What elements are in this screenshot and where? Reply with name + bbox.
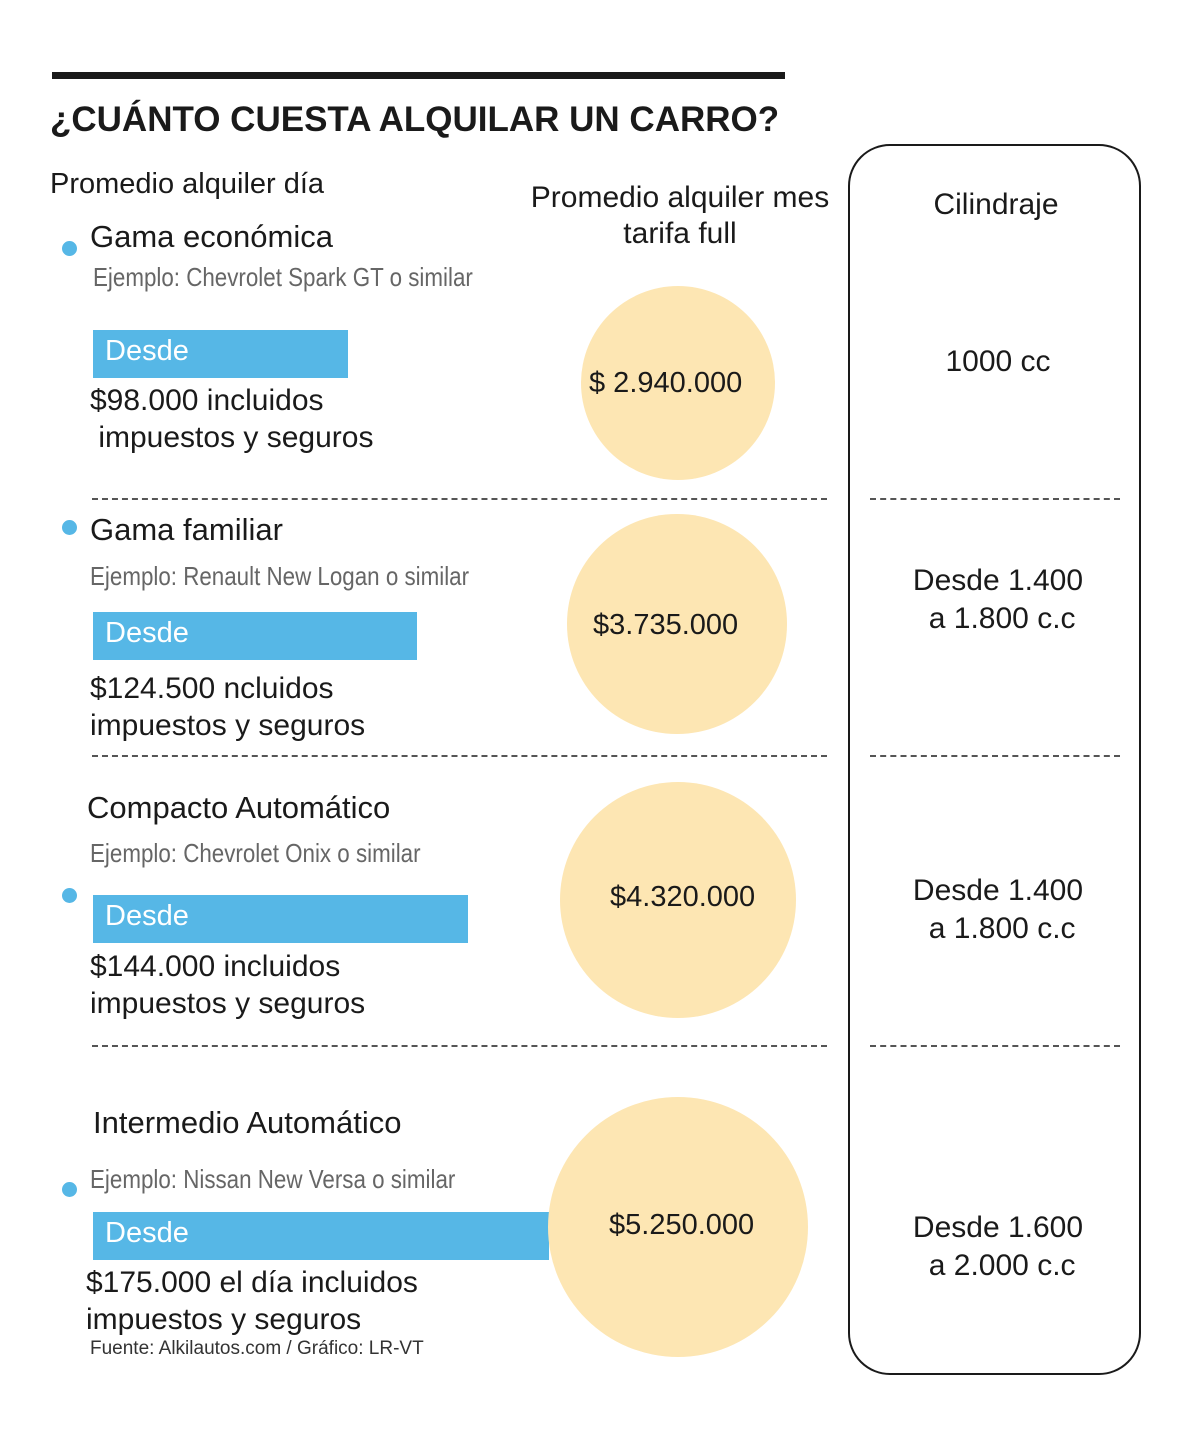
row-divider bbox=[870, 755, 1120, 757]
monthly-value: $4.320.000 bbox=[610, 881, 756, 913]
cylinder-value: Desde 1.400 a 1.800 c.c bbox=[912, 564, 1084, 635]
daily-bar bbox=[93, 1212, 549, 1260]
monthly-value: $3.735.000 bbox=[593, 609, 739, 641]
page-title: ¿CUÁNTO CUESTA ALQUILAR UN CARRO? bbox=[50, 100, 780, 139]
category-name: Compacto Automático bbox=[87, 790, 391, 825]
cylinder-value: 1000 cc bbox=[945, 345, 1051, 378]
monthly-header: Promedio alquiler mes tarifa full bbox=[530, 181, 830, 250]
row-divider bbox=[870, 1045, 1120, 1047]
daily-bar bbox=[93, 612, 417, 660]
daily-price: $175.000 el día incluidos impuestos y seguros bbox=[86, 1266, 418, 1336]
bar-label: Desde bbox=[105, 335, 189, 367]
cylinder-header: Cilindraje bbox=[933, 188, 1059, 221]
daily-price: $144.000 incluidos impuestos y seguros bbox=[90, 950, 366, 1020]
category-example: Ejemplo: Renault New Logan o similar bbox=[90, 561, 470, 591]
category-example: Ejemplo: Chevrolet Spark GT o similar bbox=[93, 262, 473, 292]
monthly-value: $ 2.940.000 bbox=[589, 367, 743, 399]
bullet-dot bbox=[62, 520, 77, 535]
bar-label: Desde bbox=[105, 617, 189, 649]
daily-price: $98.000 incluidos impuestos y seguros bbox=[90, 384, 374, 454]
monthly-value: $5.250.000 bbox=[609, 1209, 755, 1241]
cylinder-panel bbox=[848, 144, 1141, 1375]
category-example: Ejemplo: Nissan New Versa o similar bbox=[90, 1164, 456, 1194]
daily-bar bbox=[93, 330, 348, 378]
top-rule bbox=[52, 72, 785, 79]
daily-price: $124.500 ncluidos impuestos y seguros bbox=[90, 672, 366, 742]
daily-header: Promedio alquiler día bbox=[50, 168, 325, 200]
bar-label: Desde bbox=[105, 1217, 189, 1249]
cylinder-value: Desde 1.400 a 1.800 c.c bbox=[912, 874, 1084, 945]
category-example: Ejemplo: Chevrolet Onix o similar bbox=[90, 838, 421, 868]
category-name: Gama económica bbox=[90, 219, 333, 254]
row-divider bbox=[92, 755, 827, 757]
row-divider bbox=[870, 498, 1120, 500]
daily-bar bbox=[93, 895, 468, 943]
row-divider bbox=[92, 1045, 827, 1047]
category-name: Gama familiar bbox=[90, 512, 283, 547]
cylinder-value: Desde 1.600 a 2.000 c.c bbox=[912, 1211, 1084, 1282]
row-divider bbox=[92, 498, 827, 500]
bullet-dot bbox=[62, 888, 77, 903]
bullet-dot bbox=[62, 241, 77, 256]
bar-label: Desde bbox=[105, 900, 189, 932]
source-credit: Fuente: Alkilautos.com / Gráfico: LR-VT bbox=[90, 1338, 424, 1359]
bullet-dot bbox=[62, 1182, 77, 1197]
category-name: Intermedio Automático bbox=[93, 1105, 402, 1140]
